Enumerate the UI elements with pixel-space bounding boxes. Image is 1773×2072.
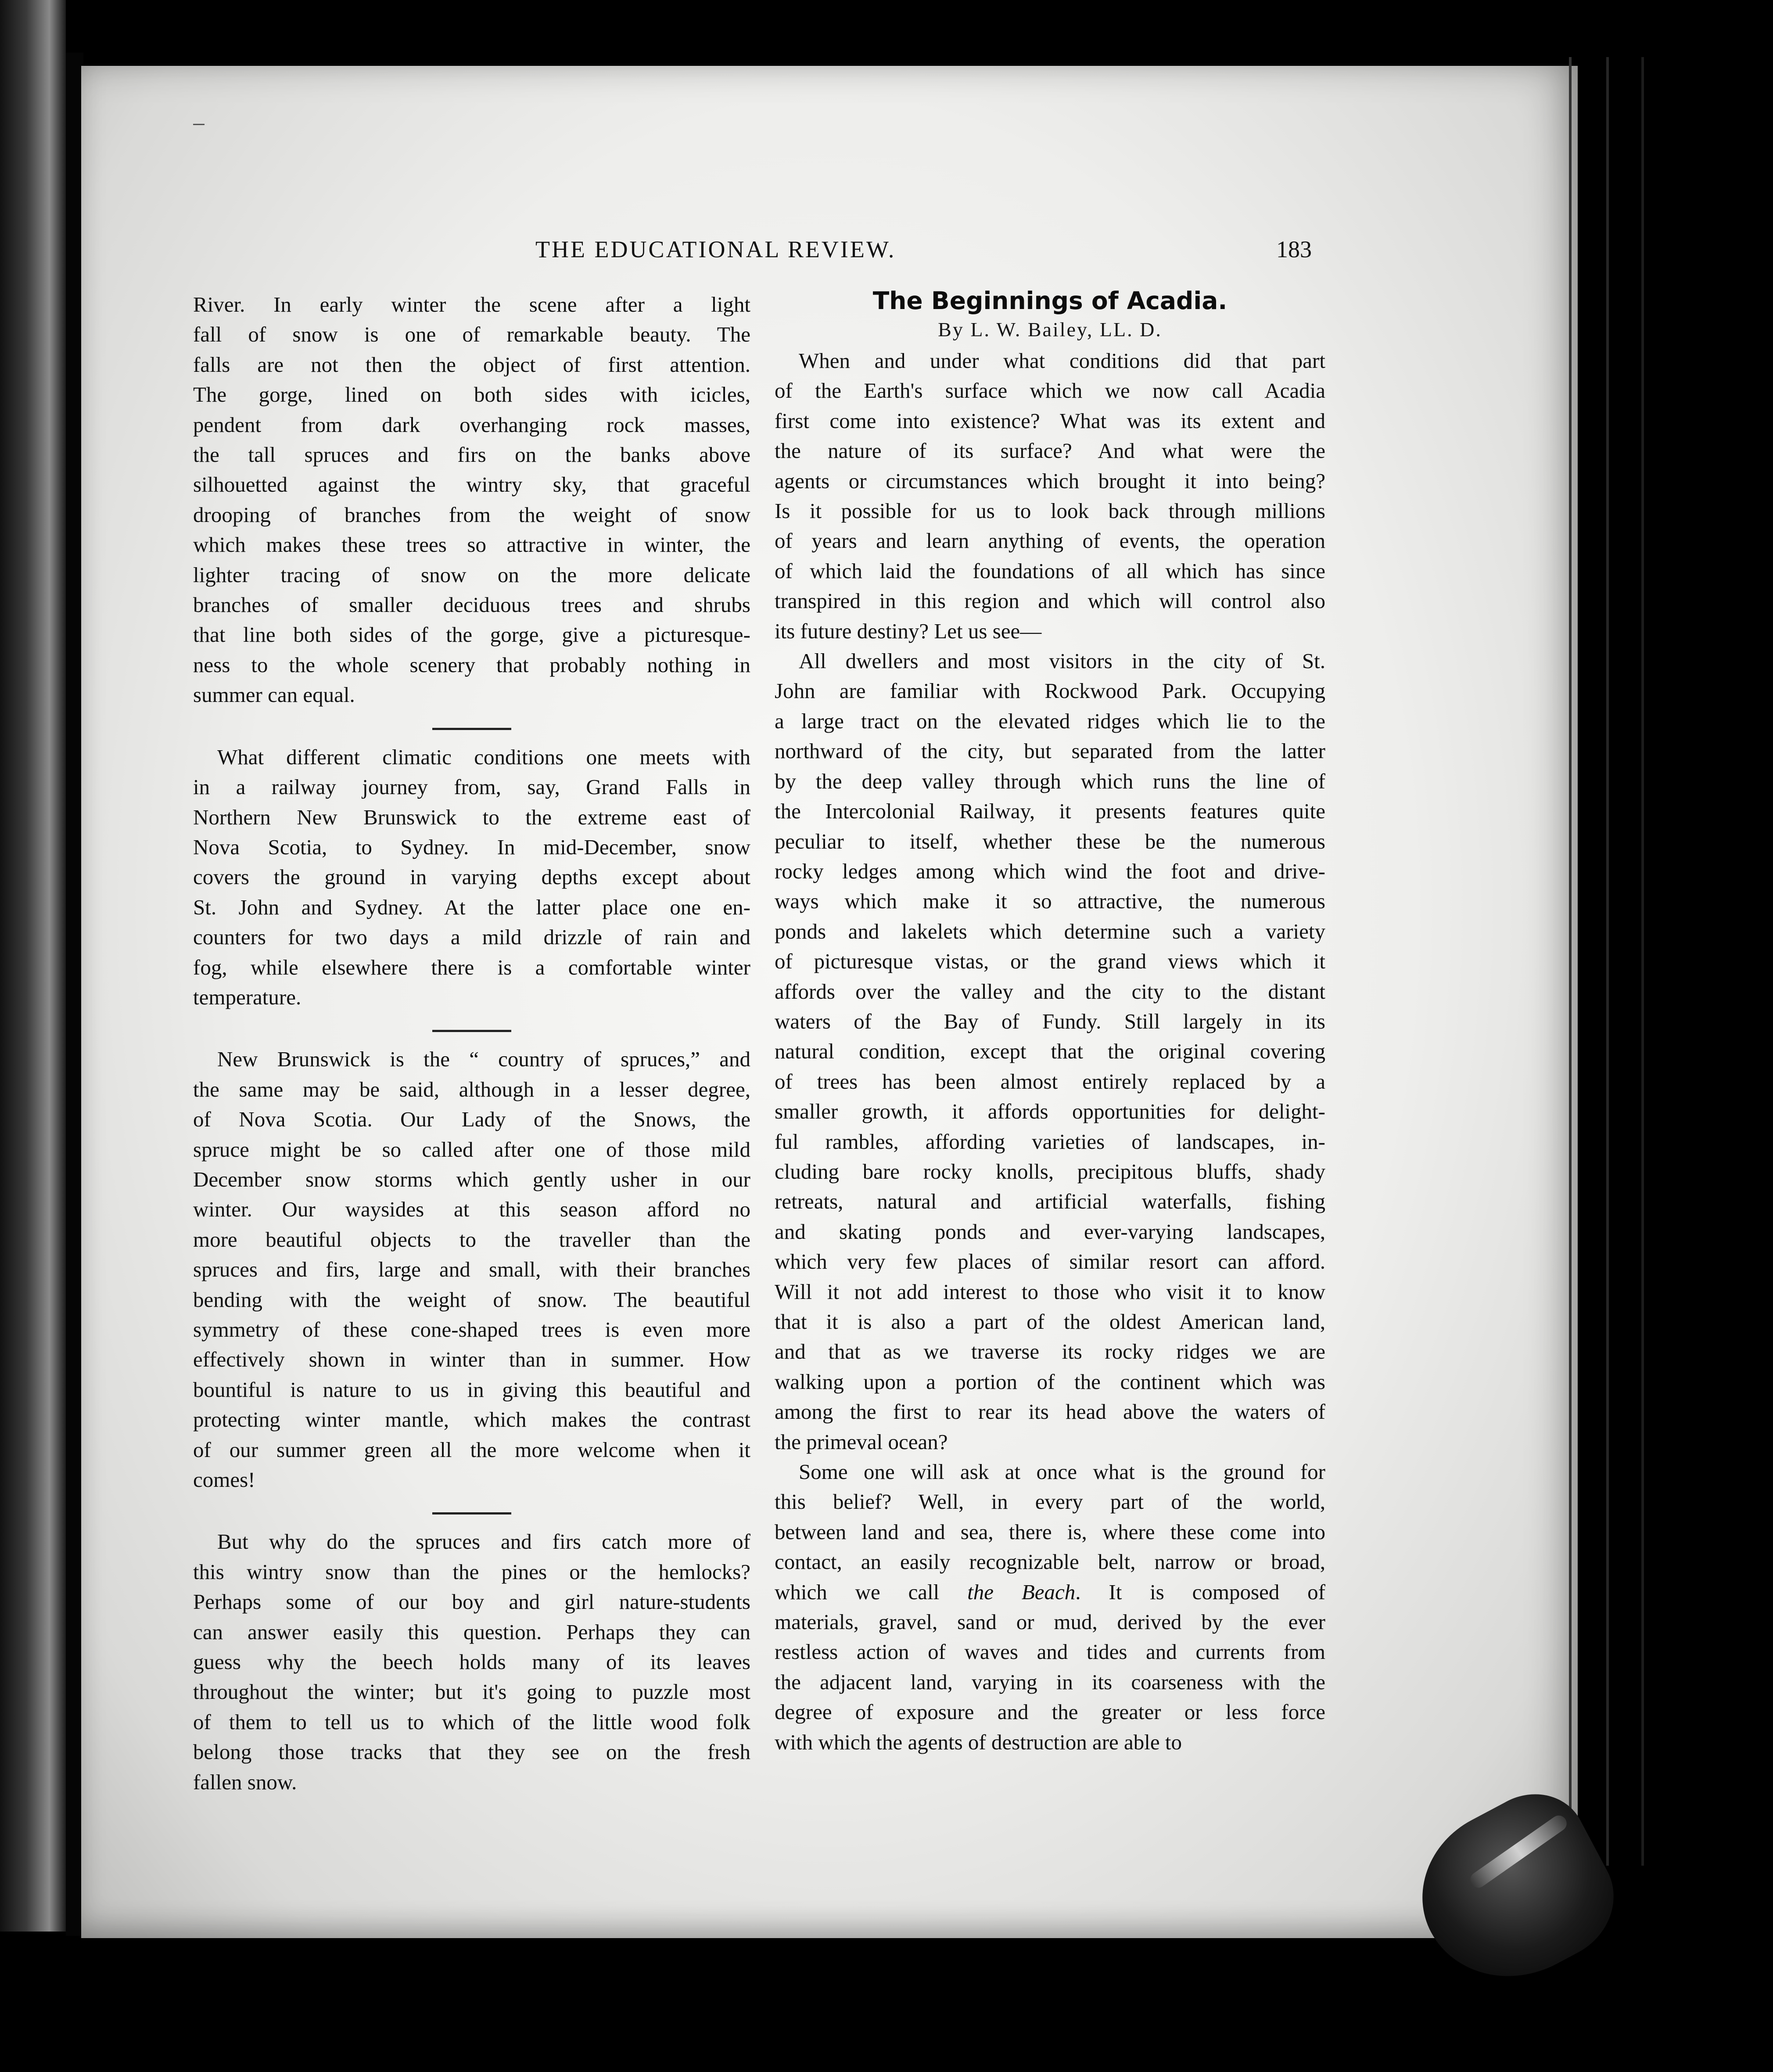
text-line: fallen snow. [193, 1770, 297, 1794]
text-line: among the first to rear its head above the waters of [775, 1399, 1325, 1424]
text-line: materials, gravel, sand or mud, derived by the ever [775, 1610, 1325, 1634]
paragraph [193, 742, 750, 1013]
emphasis: the Beach [967, 1579, 1076, 1604]
text-line: fog, while elsewhere there is a comfortable winter [193, 955, 750, 979]
text-line: summer can equal. [193, 683, 355, 707]
text-line: in a railway journey from, say, Grand Falls in [193, 775, 750, 799]
text-line: ways which make it so attractive, the numerous [775, 889, 1325, 914]
text-line: covers the ground in varying depths except about [193, 865, 750, 889]
text-line: But why do the spruces and firs catch more of [217, 1529, 750, 1554]
text-line: ponds and lakelets which determine such a variety [775, 919, 1325, 943]
text-line: natural condition, except that the original covering [775, 1039, 1325, 1064]
right-column [775, 285, 1325, 1757]
paragraph [193, 1527, 750, 1797]
text-line: degree of exposure and the greater or less force [775, 1700, 1325, 1724]
page-number: 183 [1276, 236, 1312, 263]
text-line: spruces and firs, large and small, with their branches [193, 1257, 750, 1282]
section-separator [432, 1512, 511, 1514]
text-line: pendent from dark overhanging rock masses, [193, 412, 750, 437]
text-line: between land and sea, there is, where these come into [775, 1519, 1325, 1544]
paragraph [193, 290, 750, 710]
text-line: more beautiful objects to the traveller than the [193, 1227, 750, 1252]
running-title: THE EDUCATIONAL REVIEW. [535, 236, 896, 263]
text-line: transpired in this region and which will control also [775, 589, 1325, 613]
text-line: that line both sides of the gorge, give a picturesque- [193, 622, 750, 647]
text-line: December snow storms which gently usher in our [193, 1167, 750, 1191]
text-line: restless action of waves and tides and currents from [775, 1640, 1325, 1664]
text-line: counters for two days a mild drizzle of rain and [193, 925, 750, 950]
text-line: ful rambles, affording varieties of landscapes, in- [775, 1129, 1325, 1154]
text-line: waters of the Bay of Fundy. Still largely in its [775, 1009, 1325, 1033]
text-line: lighter tracing of snow on the more delicate [193, 562, 750, 587]
previous-page-edge [0, 0, 66, 1932]
text-line: affords over the valley and the city to the distant [775, 979, 1325, 1004]
text-line: walking upon a portion of the continent which was [775, 1369, 1325, 1394]
text-line: contact, an easily recognizable belt, narrow or broad, [775, 1550, 1325, 1574]
binding-edge-line [1606, 57, 1609, 1866]
text-line: throughout the winter; but it's going to puzzle most [193, 1680, 750, 1704]
text-line: silhouetted against the wintry sky, that graceful [193, 472, 750, 497]
text-line: the tall spruces and firs on the banks above [193, 442, 750, 467]
text-line: The gorge, lined on both sides with icicles, [193, 382, 750, 407]
text-line: of which laid the foundations of all which has since [775, 558, 1325, 583]
text-line: which very few places of similar resort can afford. [775, 1249, 1325, 1274]
section-separator [432, 1030, 511, 1032]
text-line: cluding bare rocky knolls, precipitous bluffs, shady [775, 1159, 1325, 1183]
text-line: which makes these trees so attractive in winter, the [193, 532, 750, 557]
text-line: the same may be said, although in a lesser degree, [193, 1077, 750, 1101]
text-line: guess why the beech holds many of its leaves [193, 1650, 750, 1674]
text-line: bountiful is nature to us in giving this beautiful and [193, 1377, 750, 1402]
text-line: a large tract on the elevated ridges which lie to the [775, 709, 1325, 733]
text-line: this belief? Well, in every part of the world, [775, 1489, 1325, 1514]
paragraph [775, 1457, 1325, 1757]
text-line: northward of the city, but separated from the latter [775, 739, 1325, 763]
text-line: retreats, natural and artificial waterfalls, fishing [775, 1189, 1325, 1214]
text-line: the primeval ocean? [775, 1429, 948, 1454]
text-line: the Intercolonial Railway, it presents features quite [775, 799, 1325, 824]
book-binding [1580, 53, 1773, 2072]
text-line: drooping of branches from the weight of snow [193, 502, 750, 527]
binding-edge-line [1641, 57, 1644, 1866]
text-line: Will it not add interest to those who visit it to know [775, 1279, 1325, 1304]
article-title: The Beginnings of Acadia. [872, 287, 1227, 315]
text-line: falls are not then the object of first attention. [193, 352, 750, 377]
text-line: can answer easily this question. Perhaps they can [193, 1619, 750, 1644]
text-line: ness to the whole scenery that probably nothing in [193, 652, 750, 677]
text-line: and that as we traverse its rocky ridges we are [775, 1339, 1325, 1364]
text-line: belong those tracks that they see on the fresh [193, 1740, 750, 1764]
text-line: that it is also a part of the oldest American land, [775, 1309, 1325, 1334]
text-line: of them to tell us to which of the little wood folk [193, 1709, 750, 1734]
text-line: What different climatic conditions one meets with [217, 745, 750, 769]
left-column [193, 290, 750, 1797]
text-line: branches of smaller deciduous trees and shrubs [193, 593, 750, 617]
text-line: its future destiny? Let us see— [775, 619, 1042, 643]
binding-edge-line [1569, 57, 1572, 1866]
text-line: Northern New Brunswick to the extreme east of [193, 805, 750, 829]
text-line: All dwellers and most visitors in the city of St. [799, 649, 1325, 673]
text-line: comes! [193, 1468, 255, 1492]
text-line: of picturesque vistas, or the grand views which it [775, 949, 1325, 974]
text-line: St. John and Sydney. At the latter place one en- [193, 895, 750, 919]
text-line: first come into existence? What was its extent and [775, 408, 1325, 433]
text-line: by the deep valley through which runs the line of [775, 769, 1325, 793]
text-line: John are familiar with Rockwood Park. Occupying [775, 679, 1325, 703]
text-line: which we call the Beach. It is composed of [775, 1579, 1325, 1604]
text-line: protecting winter mantle, which makes the contrast [193, 1407, 750, 1432]
text-line: with which the agents of destruction are able to [775, 1730, 1182, 1754]
text-line: of Nova Scotia. Our Lady of the Snows, the [193, 1107, 750, 1132]
book-gutter [66, 53, 83, 1936]
text-line: fall of snow is one of remarkable beauty. The [193, 322, 750, 347]
article-byline: By L. W. Bailey, LL. D. [938, 318, 1162, 341]
text-line: the adjacent land, varying in its coarseness with the [775, 1669, 1325, 1694]
text-line: agents or circumstances which brought it into being? [775, 468, 1325, 493]
text-line: effectively shown in winter than in summer. How [193, 1347, 750, 1372]
text-line: rocky ledges among which wind the foot and drive- [775, 859, 1325, 883]
text-line: When and under what conditions did that part [799, 349, 1325, 373]
text-line: River. In early winter the scene after a light [193, 292, 750, 317]
text-line: of the Earth's surface which we now call Acadia [775, 378, 1325, 403]
text-line: Nova Scotia, to Sydney. In mid-December, snow [193, 835, 750, 859]
text-line: symmetry of these cone-shaped trees is even more [193, 1317, 750, 1342]
text-line: this wintry snow than the pines or the hemlocks? [193, 1559, 750, 1584]
text-line: of our summer green all the more welcome when it [193, 1437, 750, 1462]
text-line: of years and learn anything of events, the operation [775, 529, 1325, 553]
text-line: Perhaps some of our boy and girl nature-students [193, 1590, 750, 1614]
text-line: winter. Our waysides at this season afford no [193, 1197, 750, 1222]
text-line: the nature of its surface? And what were the [775, 439, 1325, 463]
text-line: bending with the weight of snow. The beautiful [193, 1287, 750, 1312]
paragraph [775, 346, 1325, 646]
text-line: temperature. [193, 985, 301, 1009]
paragraph [775, 646, 1325, 1457]
text-line: smaller growth, it affords opportunities for delight- [775, 1099, 1325, 1124]
text-line: Is it possible for us to look back through millions [775, 499, 1325, 523]
text-line: spruce might be so called after one of those mild [193, 1137, 750, 1162]
text-line: Some one will ask at once what is the ground for [799, 1460, 1325, 1484]
text-line: and skating ponds and ever-varying landscapes, [775, 1219, 1325, 1244]
text-line: peculiar to itself, whether these be the numerous [775, 829, 1325, 853]
margin-mark [193, 124, 205, 125]
section-separator [432, 728, 511, 730]
paragraph [193, 1044, 750, 1495]
text-line: New Brunswick is the “ country of spruces,” and [217, 1047, 750, 1072]
text-line: of trees has been almost entirely replaced by a [775, 1069, 1325, 1094]
